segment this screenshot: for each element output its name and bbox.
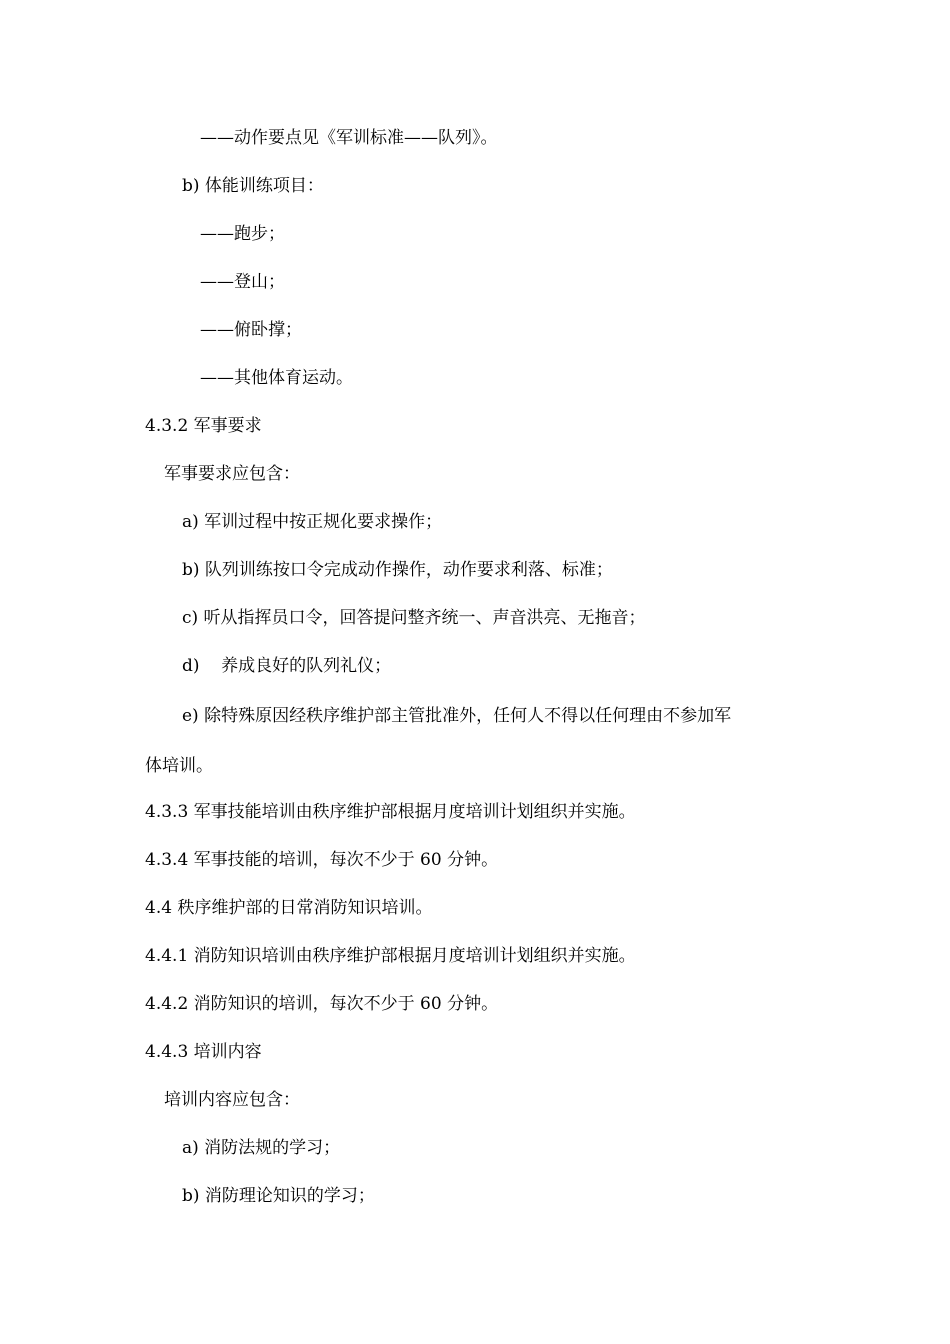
list-item: ——跑步； xyxy=(200,224,285,244)
list-item: ——其他体育运动。 xyxy=(200,368,353,388)
list-item: a) 军训过程中按正规化要求操作； xyxy=(182,512,443,532)
paragraph-line: 体培训。 xyxy=(145,756,213,776)
list-item: ——登山； xyxy=(200,272,285,292)
list-item: b) 队列训练按口令完成动作操作，动作要求利落、标准； xyxy=(182,560,613,580)
paragraph-line: 培训内容应包含： xyxy=(164,1090,300,1110)
list-item: d) 养成良好的队列礼仪； xyxy=(182,656,392,676)
list-item: e) 除特殊原因经秩序维护部主管批准外，任何人不得以任何理由不参加军 xyxy=(182,706,732,726)
section-heading: 4.3.2 军事要求 xyxy=(145,416,262,436)
section-heading: 4.3.3 军事技能培训由秩序维护部根据月度培训计划组织并实施。 xyxy=(145,802,636,822)
list-item: a) 消防法规的学习； xyxy=(182,1138,341,1158)
section-heading: 4.4 秩序维护部的日常消防知识培训。 xyxy=(145,898,433,918)
paragraph-line: 军事要求应包含： xyxy=(164,464,300,484)
list-item: ——俯卧撑； xyxy=(200,320,302,340)
section-heading: 4.4.3 培训内容 xyxy=(145,1042,262,1062)
section-heading: 4.3.4 军事技能的培训，每次不少于 60 分钟。 xyxy=(145,850,499,870)
section-heading: 4.4.2 消防知识的培训，每次不少于 60 分钟。 xyxy=(145,994,499,1014)
paragraph-line: ——动作要点见《军训标准——队列》。 xyxy=(200,128,498,148)
list-item: b) 消防理论知识的学习； xyxy=(182,1186,375,1206)
section-heading: 4.4.1 消防知识培训由秩序维护部根据月度培训计划组织并实施。 xyxy=(145,946,636,966)
list-item: b) 体能训练项目： xyxy=(182,176,324,196)
list-item: c) 听从指挥员口令，回答提问整齐统一、声音洪亮、无拖音； xyxy=(182,608,646,628)
